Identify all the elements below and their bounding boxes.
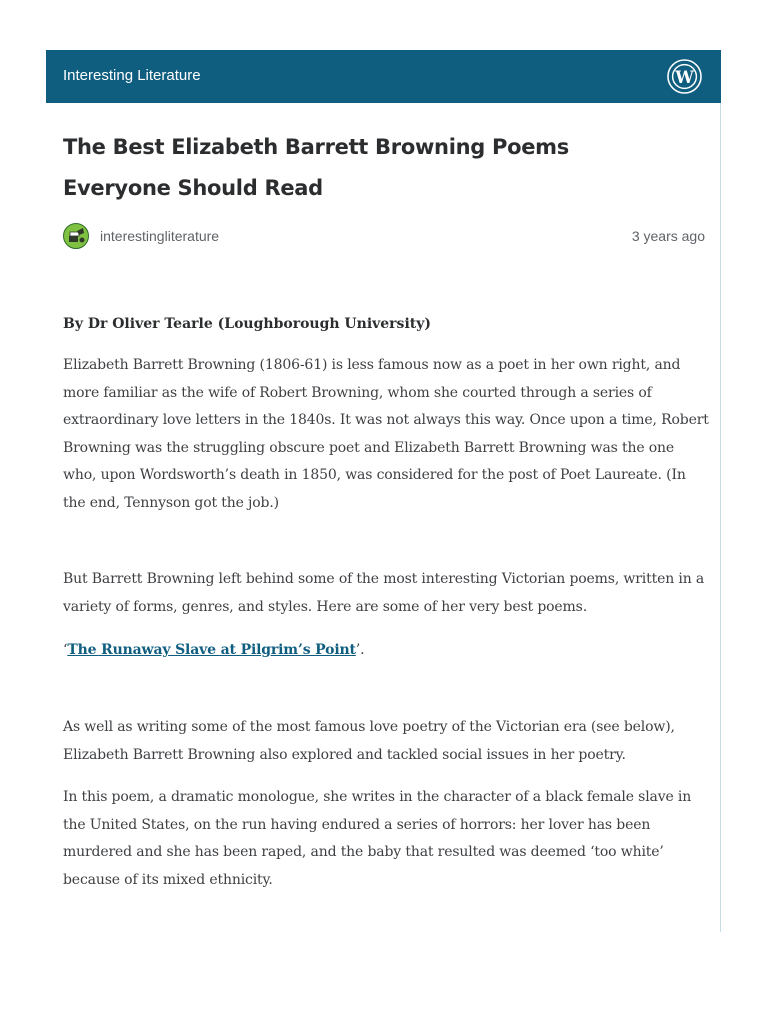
paragraph-monologue: In this poem, a dramatic monologue, she writes in the character of a black female slave in the United States, on the run having endured a series of horrors: her lover has been murdered and she has been raped, and the baby that resulted was deemed ‘too white’ because of its mixed ethnicity. [63,789,692,888]
post-card [46,50,721,932]
poem-heading-close-quote: ’. [355,642,365,658]
author-name[interactable]: interestingliterature [100,228,220,244]
post-date: 3 years ago [631,228,705,244]
poem-heading-open-quote: ‘ [63,642,68,658]
paragraph-social-issues: As well as writing some of the most famous love poetry of the Victorian era (see below), Elizabeth Barrett Browning also explored and tackled social issues in her poetry. [63,719,675,763]
post-title: The Best Elizabeth Barrett Browning Poems Everyone Should Read [63,135,569,200]
site-header [46,50,721,103]
author-credit: By Dr Oliver Tearle (Loughborough University) [63,316,431,332]
paragraph-best-poems: But Barrett Browning left behind some of the most interesting Victorian poems, written in a variety of forms, genres, and styles. Here are some of her very best poems. [63,571,705,615]
byline [63,223,705,249]
author-avatar[interactable] [63,223,89,249]
site-title-link[interactable]: Interesting Literature [63,67,201,84]
poem-heading [63,637,711,665]
svg-text:W: W [675,66,694,87]
paragraph-intro: Elizabeth Barrett Browning (1806-61) is less famous now as a poet in her own right, and more familiar as the wife of Robert Browning, whom she courted through a series of extraordinary love letters in the 1840s. It was not always this way. Once upon a time, Robert Browning was the struggling obscure poet and Elizabeth Barrett Browning was the one who, upon Wordsworth’s death in 1850, was considered for the post of Poet Laureate. (In the end, Tennyson got the job.) [63,357,709,511]
wordpress-icon[interactable] [667,59,702,94]
poem-link[interactable]: The Runaway Slave at Pilgrim’s Point [67,642,356,658]
